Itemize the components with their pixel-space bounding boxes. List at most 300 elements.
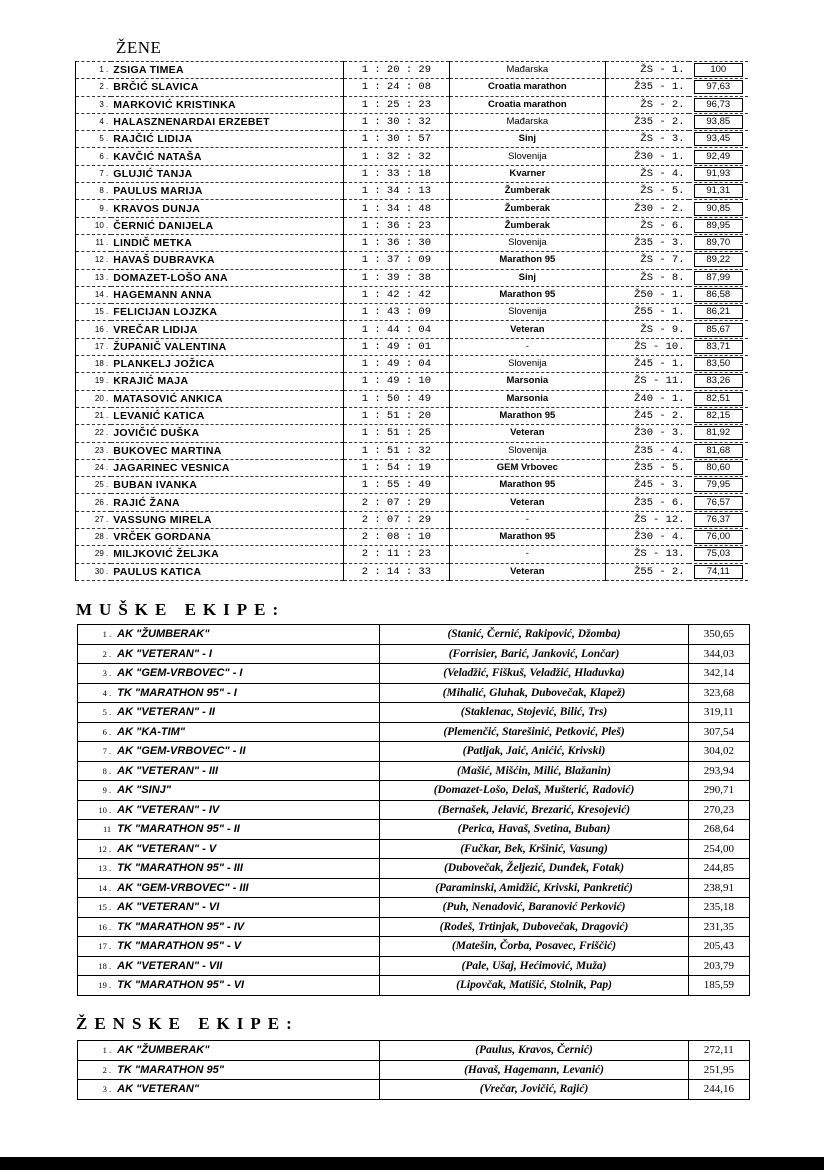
table-row [78,878,750,898]
points: 251,95 [688,1060,749,1080]
team-name: AK "VETERAN" [114,1080,380,1100]
finish-time: 1 : 30 : 32 [343,113,449,130]
points: 272,11 [688,1041,749,1061]
points-box: 97,63 [694,80,743,94]
points: 231,35 [688,917,749,937]
table-row [76,321,749,338]
category-place: Ž45 - 3. [605,477,688,494]
club-name: Sinj [449,131,605,148]
team-members: (Paulus, Kravos, Černić) [380,1041,688,1061]
points-box: 100 [694,63,743,77]
points [689,131,748,148]
category-place: ŽS - 2. [605,96,688,113]
club-name: Veteran [449,494,605,511]
table-row [76,373,749,390]
athlete-name: BRČIĆ SLAVICA [111,79,343,96]
club-name: Mađarska [449,62,605,79]
rank: 18 . [78,956,115,976]
points: 205,43 [688,937,749,957]
club-name: Veteran [449,321,605,338]
club-name: Marathon 95 [449,529,605,546]
team-members: (Mašić, Mišćin, Milić, Blažanin) [380,761,688,781]
category-place: Ž30 - 1. [605,148,688,165]
men-teams-table [77,624,750,996]
club-name: Marathon 95 [449,477,605,494]
points [689,252,748,269]
rank: 1 . [76,62,112,79]
table-row [78,703,750,723]
points [689,442,748,459]
athlete-name: RAJČIĆ LIDIJA [111,131,343,148]
category-place: Ž55 - 2. [605,563,688,580]
points [689,546,748,563]
points [689,373,748,390]
table-row [76,407,749,424]
table-row [76,546,749,563]
points [689,286,748,303]
athlete-name: MATASOVIĆ ANKICA [111,390,343,407]
club-name: Veteran [449,563,605,580]
finish-time: 1 : 44 : 04 [343,321,449,338]
table-row [78,1060,750,1080]
athlete-name: PAULUS KATICA [111,563,343,580]
points-box: 91,31 [694,184,743,198]
team-name: AK "ŽUMBERAK" [114,1041,380,1061]
finish-time: 1 : 51 : 32 [343,442,449,459]
table-row [76,494,749,511]
finish-time: 1 : 39 : 38 [343,269,449,286]
table-row [78,1080,750,1100]
club-name: - [449,511,605,528]
team-name: AK "VETERAN" - IV [114,800,380,820]
table-row [78,683,750,703]
points-box: 93,45 [694,132,743,146]
rank: 3 . [76,96,112,113]
men-teams-heading: MUŠKE EKIPE: [76,600,286,619]
team-members: (Puh, Nenadović, Baranović Perković) [380,898,688,918]
points-box: 82,15 [694,409,743,423]
team-name: AK "VETERAN" - VII [114,956,380,976]
points-box: 86,58 [694,288,743,302]
table-row [76,356,749,373]
team-name: AK "GEM-VRBOVEC" - II [114,742,380,762]
athlete-name: RAJIĆ ŽANA [111,494,343,511]
rank: 22 . [76,425,112,442]
points: 290,71 [688,781,749,801]
table-row [76,529,749,546]
rank: 25 . [76,477,112,494]
rank: 15 . [78,898,115,918]
team-members: (Staklenac, Stojević, Bilić, Trs) [380,703,688,723]
rank: 4 . [78,683,115,703]
points-box: 80,60 [694,461,743,475]
finish-time: 2 : 08 : 10 [343,529,449,546]
club-name: GEM Vrbovec [449,459,605,476]
club-name: Marsonia [449,390,605,407]
women-results-heading: ŽENE [116,38,162,57]
rank: 8 . [76,183,112,200]
category-place: ŽS - 3. [605,131,688,148]
points-box: 83,71 [694,340,743,354]
club-name: Veteran [449,425,605,442]
category-place: ŽS - 1. [605,62,688,79]
finish-time: 1 : 49 : 10 [343,373,449,390]
rank: 13 . [76,269,112,286]
table-row [76,79,749,96]
points-box: 86,21 [694,305,743,319]
points [689,563,748,580]
athlete-name: VRČEK GORDANA [111,529,343,546]
athlete-name: JAGARINEC VESNICA [111,459,343,476]
rank: 4 . [76,113,112,130]
table-row [78,625,750,645]
table-row [76,62,749,79]
athlete-name: HALASZNENARDAI ERZEBET [111,113,343,130]
rank: 19 . [76,373,112,390]
points [689,79,748,96]
category-place: ŽS - 10. [605,338,688,355]
athlete-name: KAVČIĆ NATAŠA [111,148,343,165]
team-members: (Lipovčak, Matišić, Stolnik, Pap) [380,976,688,996]
points [689,234,748,251]
points [689,113,748,130]
athlete-name: MILJKOVIĆ ŽELJKA [111,546,343,563]
athlete-name: DOMAZET-LOŠO ANA [111,269,343,286]
points: 268,64 [688,820,749,840]
team-members: (Havaš, Hagemann, Levanić) [380,1060,688,1080]
rank: 10 . [78,800,115,820]
table-row [78,800,750,820]
athlete-name: BUBAN IVANKA [111,477,343,494]
rank: 17 . [76,338,112,355]
finish-time: 1 : 49 : 01 [343,338,449,355]
team-name: AK "VETERAN" - II [114,703,380,723]
team-name: TK "MARATHON 95" - VI [114,976,380,996]
team-name: TK "MARATHON 95" [114,1060,380,1080]
finish-time: 1 : 34 : 13 [343,183,449,200]
team-name: AK "GEM-VRBOVEC" - III [114,878,380,898]
points [689,529,748,546]
bottom-edge-bar [0,1157,824,1170]
points [689,356,748,373]
rank: 1 . [78,625,115,645]
category-place: ŽS - 8. [605,269,688,286]
rank: 3 . [78,664,115,684]
women-teams-table [77,1040,750,1100]
table-row [76,338,749,355]
points: 304,02 [688,742,749,762]
table-row [76,183,749,200]
team-name: AK "VETERAN" - I [114,644,380,664]
table-row [78,898,750,918]
points [689,96,748,113]
category-place: Ž40 - 1. [605,390,688,407]
club-name: Slovenija [449,234,605,251]
table-row [76,200,749,217]
athlete-name: LINDIČ METKA [111,234,343,251]
points-box: 96,73 [694,98,743,112]
category-place: Ž35 - 1. [605,79,688,96]
finish-time: 2 : 11 : 23 [343,546,449,563]
table-row [78,859,750,879]
team-members: (Matešin, Čorba, Posavec, Friščić) [380,937,688,957]
points [689,511,748,528]
club-name: Slovenija [449,148,605,165]
points-box: 76,57 [694,496,743,510]
table-row [76,165,749,182]
points: 350,65 [688,625,749,645]
table-row [76,425,749,442]
finish-time: 2 : 14 : 33 [343,563,449,580]
finish-time: 1 : 36 : 30 [343,234,449,251]
table-row [78,761,750,781]
category-place: ŽS - 6. [605,217,688,234]
team-name: AK "GEM-VRBOVEC" - I [114,664,380,684]
points-box: 81,92 [694,426,743,440]
table-row [76,148,749,165]
athlete-name: VASSUNG MIRELA [111,511,343,528]
team-members: (Stanić, Černić, Rakipović, Džomba) [380,625,688,645]
team-members: (Mihalić, Gluhak, Dubovečak, Klapež) [380,683,688,703]
club-name: Žumberak [449,217,605,234]
finish-time: 1 : 25 : 23 [343,96,449,113]
points-box: 82,51 [694,392,743,406]
category-place: Ž45 - 2. [605,407,688,424]
category-place: Ž35 - 2. [605,113,688,130]
athlete-name: PAULUS MARIJA [111,183,343,200]
team-members: (Bernašek, Jelavić, Brezarić, Kresojević) [380,800,688,820]
women-teams-heading: ŽENSKE EKIPE: [76,1014,299,1033]
points: 185,59 [688,976,749,996]
rank: 1 . [78,1041,115,1061]
rank: 2 . [78,1060,115,1080]
rank: 12 . [76,252,112,269]
finish-time: 1 : 42 : 42 [343,286,449,303]
table-row [76,442,749,459]
club-name: Žumberak [449,200,605,217]
team-name: TK "MARATHON 95" - V [114,937,380,957]
athlete-name: ZSIGA TIMEA [111,62,343,79]
club-name: Marathon 95 [449,407,605,424]
points-box: 92,49 [694,150,743,164]
category-place: Ž30 - 4. [605,529,688,546]
athlete-name: KRAJIĆ MAJA [111,373,343,390]
athlete-name: PLANKELJ JOŽICA [111,356,343,373]
finish-time: 1 : 50 : 49 [343,390,449,407]
team-members: (Vrečar, Jovičić, Rajić) [380,1080,688,1100]
table-row [78,722,750,742]
athlete-name: ČERNIĆ DANIJELA [111,217,343,234]
points: 319,11 [688,703,749,723]
points: 244,16 [688,1080,749,1100]
athlete-name: ŽUPANIČ VALENTINA [111,338,343,355]
finish-time: 1 : 34 : 48 [343,200,449,217]
athlete-name: KRAVOS DUNJA [111,200,343,217]
category-place: Ž45 - 1. [605,356,688,373]
rank: 7 . [76,165,112,182]
athlete-name: MARKOVIĆ KRISTINKA [111,96,343,113]
category-place: Ž35 - 6. [605,494,688,511]
points [689,200,748,217]
points: 323,68 [688,683,749,703]
club-name: - [449,338,605,355]
finish-time: 1 : 36 : 23 [343,217,449,234]
points-box: 91,93 [694,167,743,181]
rank: 11 . [76,234,112,251]
rank: 21 . [76,407,112,424]
finish-time: 1 : 32 : 32 [343,148,449,165]
rank: 19 . [78,976,115,996]
category-place: Ž35 - 3. [605,234,688,251]
category-place: ŽS - 12. [605,511,688,528]
finish-time: 1 : 43 : 09 [343,304,449,321]
finish-time: 1 : 33 : 18 [343,165,449,182]
category-place: ŽS - 11. [605,373,688,390]
club-name: Marathon 95 [449,252,605,269]
table-row [78,1041,750,1061]
table-row [78,742,750,762]
rank: 27 . [76,511,112,528]
category-place: ŽS - 13. [605,546,688,563]
club-name: Marathon 95 [449,286,605,303]
points-box: 79,95 [694,478,743,492]
table-row [76,390,749,407]
category-place: Ž55 - 1. [605,304,688,321]
athlete-name: LEVANIĆ KATICA [111,407,343,424]
points: 270,23 [688,800,749,820]
table-row [76,234,749,251]
table-row [78,820,750,840]
table-row [76,304,749,321]
team-name: AK "ŽUMBERAK" [114,625,380,645]
table-row [78,664,750,684]
category-place: ŽS - 5. [605,183,688,200]
points-box: 83,26 [694,374,743,388]
points-box: 76,37 [694,513,743,527]
rank: 11 [78,820,115,840]
team-members: (Plemenčić, Starešinić, Petković, Pleš) [380,722,688,742]
table-row [76,511,749,528]
points-box: 93,85 [694,115,743,129]
team-members: (Perica, Havaš, Svetina, Buban) [380,820,688,840]
rank: 23 . [76,442,112,459]
table-row [76,563,749,580]
club-name: Kvarner [449,165,605,182]
rank: 3 . [78,1080,115,1100]
team-name: AK "VETERAN" - V [114,839,380,859]
table-row [78,976,750,996]
points-box: 89,70 [694,236,743,250]
points [689,165,748,182]
team-members: (Dubovečak, Željezić, Dunđek, Fotak) [380,859,688,879]
team-name: TK "MARATHON 95" - IV [114,917,380,937]
table-row [76,96,749,113]
team-members: (Veladžić, Fiškuš, Veladžić, Hladuvka) [380,664,688,684]
finish-time: 1 : 55 : 49 [343,477,449,494]
club-name: Croatia marathon [449,79,605,96]
points [689,304,748,321]
team-name: TK "MARATHON 95" - II [114,820,380,840]
athlete-name: VREČAR LIDIJA [111,321,343,338]
athlete-name: HAGEMANN ANNA [111,286,343,303]
rank: 28 . [76,529,112,546]
finish-time: 1 : 24 : 08 [343,79,449,96]
club-name: Žumberak [449,183,605,200]
points [689,459,748,476]
rank: 12 . [78,839,115,859]
points-box: 83,50 [694,357,743,371]
rank: 29 . [76,546,112,563]
finish-time: 1 : 20 : 29 [343,62,449,79]
team-members: (Patljak, Jaić, Anićić, Krivski) [380,742,688,762]
table-row [76,131,749,148]
points: 254,00 [688,839,749,859]
points [689,494,748,511]
points-box: 87,99 [694,271,743,285]
athlete-name: HAVAŠ DUBRAVKA [111,252,343,269]
finish-time: 1 : 51 : 25 [343,425,449,442]
points: 307,54 [688,722,749,742]
points: 342,14 [688,664,749,684]
athlete-name: BUKOVEC MARTINA [111,442,343,459]
club-name: Sinj [449,269,605,286]
rank: 16 . [76,321,112,338]
rank: 26 . [76,494,112,511]
points [689,425,748,442]
finish-time: 1 : 49 : 04 [343,356,449,373]
team-members: (Pale, Ušaj, Hećimović, Muža) [380,956,688,976]
club-name: - [449,546,605,563]
team-members: (Domazet-Lošo, Delaš, Mušterić, Radović) [380,781,688,801]
team-members: (Forrisier, Barić, Janković, Lončar) [380,644,688,664]
rank: 5 . [78,703,115,723]
category-place: Ž30 - 2. [605,200,688,217]
team-name: AK "VETERAN" - III [114,761,380,781]
points: 238,91 [688,878,749,898]
table-row [76,459,749,476]
rank: 6 . [76,148,112,165]
finish-time: 2 : 07 : 29 [343,511,449,528]
table-row [78,781,750,801]
points-box: 74,11 [694,565,743,579]
points: 293,94 [688,761,749,781]
club-name: Marsonia [449,373,605,390]
finish-time: 1 : 54 : 19 [343,459,449,476]
rank: 24 . [76,459,112,476]
club-name: Croatia marathon [449,96,605,113]
table-row [76,252,749,269]
rank: 6 . [78,722,115,742]
team-name: AK "KA-TIM" [114,722,380,742]
table-row [76,286,749,303]
points-box: 89,22 [694,253,743,267]
club-name: Mađarska [449,113,605,130]
points [689,148,748,165]
table-row [76,269,749,286]
rank: 20 . [76,390,112,407]
rank: 9 . [78,781,115,801]
club-name: Slovenija [449,304,605,321]
category-place: Ž50 - 1. [605,286,688,303]
category-place: Ž30 - 3. [605,425,688,442]
category-place: Ž35 - 5. [605,459,688,476]
table-row [76,477,749,494]
points [689,321,748,338]
finish-time: 1 : 51 : 20 [343,407,449,424]
rank: 30 . [76,563,112,580]
rank: 13 . [78,859,115,879]
team-name: AK "VETERAN" - VI [114,898,380,918]
